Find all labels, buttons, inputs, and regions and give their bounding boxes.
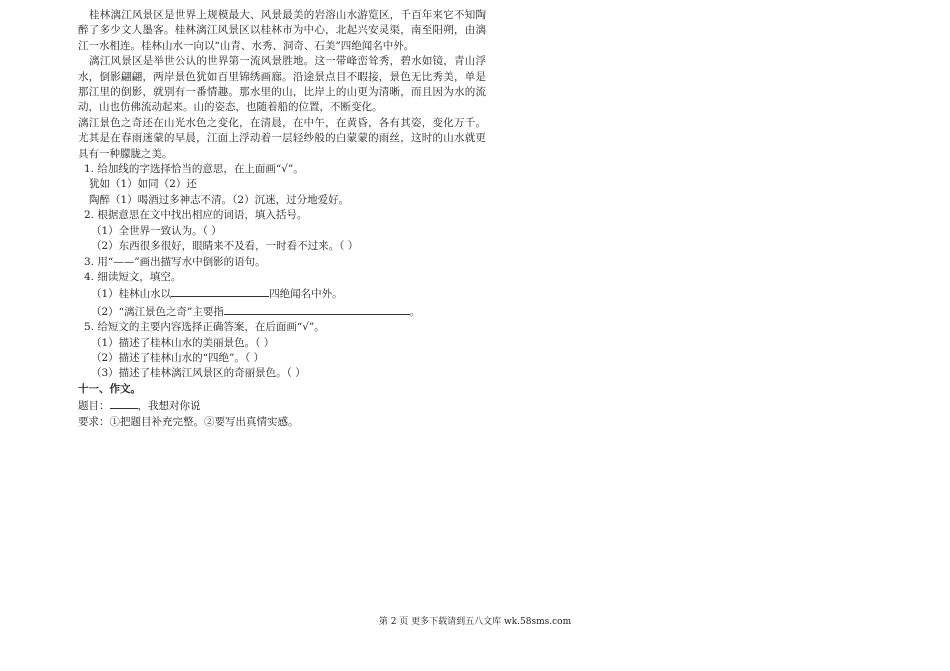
passage-paragraph-1: 桂林漓江风景区是世界上规模最大、风景最美的岩溶山水游览区，千百年来它不知陶醉了多少文人墨客。桂林漓江风景区以桂林市为中心，北起兴安灵渠，南至阳朔，由漓江一水相连。桂林山水一向以“山青、水秀、洞奇、石美”四绝闻名中外。 — [78, 9, 486, 52]
question-2: 2. 根据意思在文中找出相应的词语，填入括号。 — [84, 209, 308, 222]
passage-paragraph-3: 漓江景色之奇还在山光水色之变化，在清晨，在中午，在黄昏，各有其姿，变化万千。尤其是在春雨迷蒙的早晨，江面上浮动着一层轻纱般的白蒙蒙的雨丝，这时的山水就更具有一种朦胧之美。 — [78, 116, 486, 160]
question-4-item-1 — [78, 285, 486, 302]
composition-requirement: 要求：①把题目补充完整。②要写出真情实感。 — [78, 415, 299, 428]
question-4: 4. 细读短文，填空。 — [84, 270, 182, 283]
composition-title-line — [78, 397, 486, 414]
question-1: 1. 给加线的字选择恰当的意思，在上面画“√”。 — [84, 163, 304, 176]
question-5-item-2: （2）描述了桂林山水的“四绝”。（ ） — [91, 351, 265, 364]
page-footer: 第 2 页 更多下载请到五八文库 wk.58sms.com — [378, 617, 572, 627]
composition-heading: 十一、作文。 — [78, 382, 141, 395]
question-5: 5. 给短文的主要内容选择正确答案，在后面画“√”。 — [84, 321, 325, 334]
fill-blank[interactable] — [224, 303, 410, 315]
title-blank[interactable] — [110, 397, 138, 409]
question-4-item-1-suffix: 四绝闻名中外。 — [269, 288, 343, 301]
question-4-item-1-prefix: （1）桂林山水以 — [91, 288, 172, 301]
worksheet-content — [78, 8, 486, 430]
passage-paragraph-2: 漓江风景区是举世公认的世界第一流风景胜地。这一带峰峦耸秀，碧水如镜，青山浮水，倒影翩翩，两岸景色犹如百里锦绣画廊。沿途景点目不暇接，景色无比秀美，单是那江里的倒影，就别有一番情趣。那水里的山，比岸上的山更为清晰，而且因为水的流动，山也仿佛流动起来。山的姿态，也随着船的位置，不断变化。 — [78, 55, 486, 114]
question-4-item-2-prefix: （2）“漓江景色之奇”主要指 — [91, 305, 224, 318]
question-2-item-2: （2）东西很多很好，眼睛来不及看，一时看不过来。（ ） — [91, 240, 359, 253]
fill-blank[interactable] — [171, 285, 269, 297]
question-4-item-2-suffix: 。 — [409, 305, 421, 318]
composition-title-suffix: ，我想对你说 — [137, 400, 201, 413]
question-1-option-b: 陶醉（1）喝酒过多神志不清。（2）沉迷，过分地爱好。 — [89, 193, 350, 206]
question-3: 3. 用“——”画出描写水中倒影的语句。 — [84, 255, 266, 268]
question-5-item-1: （1）描述了桂林山水的美丽景色。（ ） — [91, 336, 275, 349]
question-1-option-a: 犹如（1）如同（2）还 — [89, 178, 197, 191]
question-2-item-1: （1）全世界一致认为。（ ） — [91, 224, 222, 237]
question-4-item-2 — [78, 303, 486, 320]
question-5-item-3: （3）描述了桂林漓江风景区的奇丽景色。（ ） — [91, 367, 306, 380]
composition-title-prefix: 题目： — [78, 400, 110, 413]
